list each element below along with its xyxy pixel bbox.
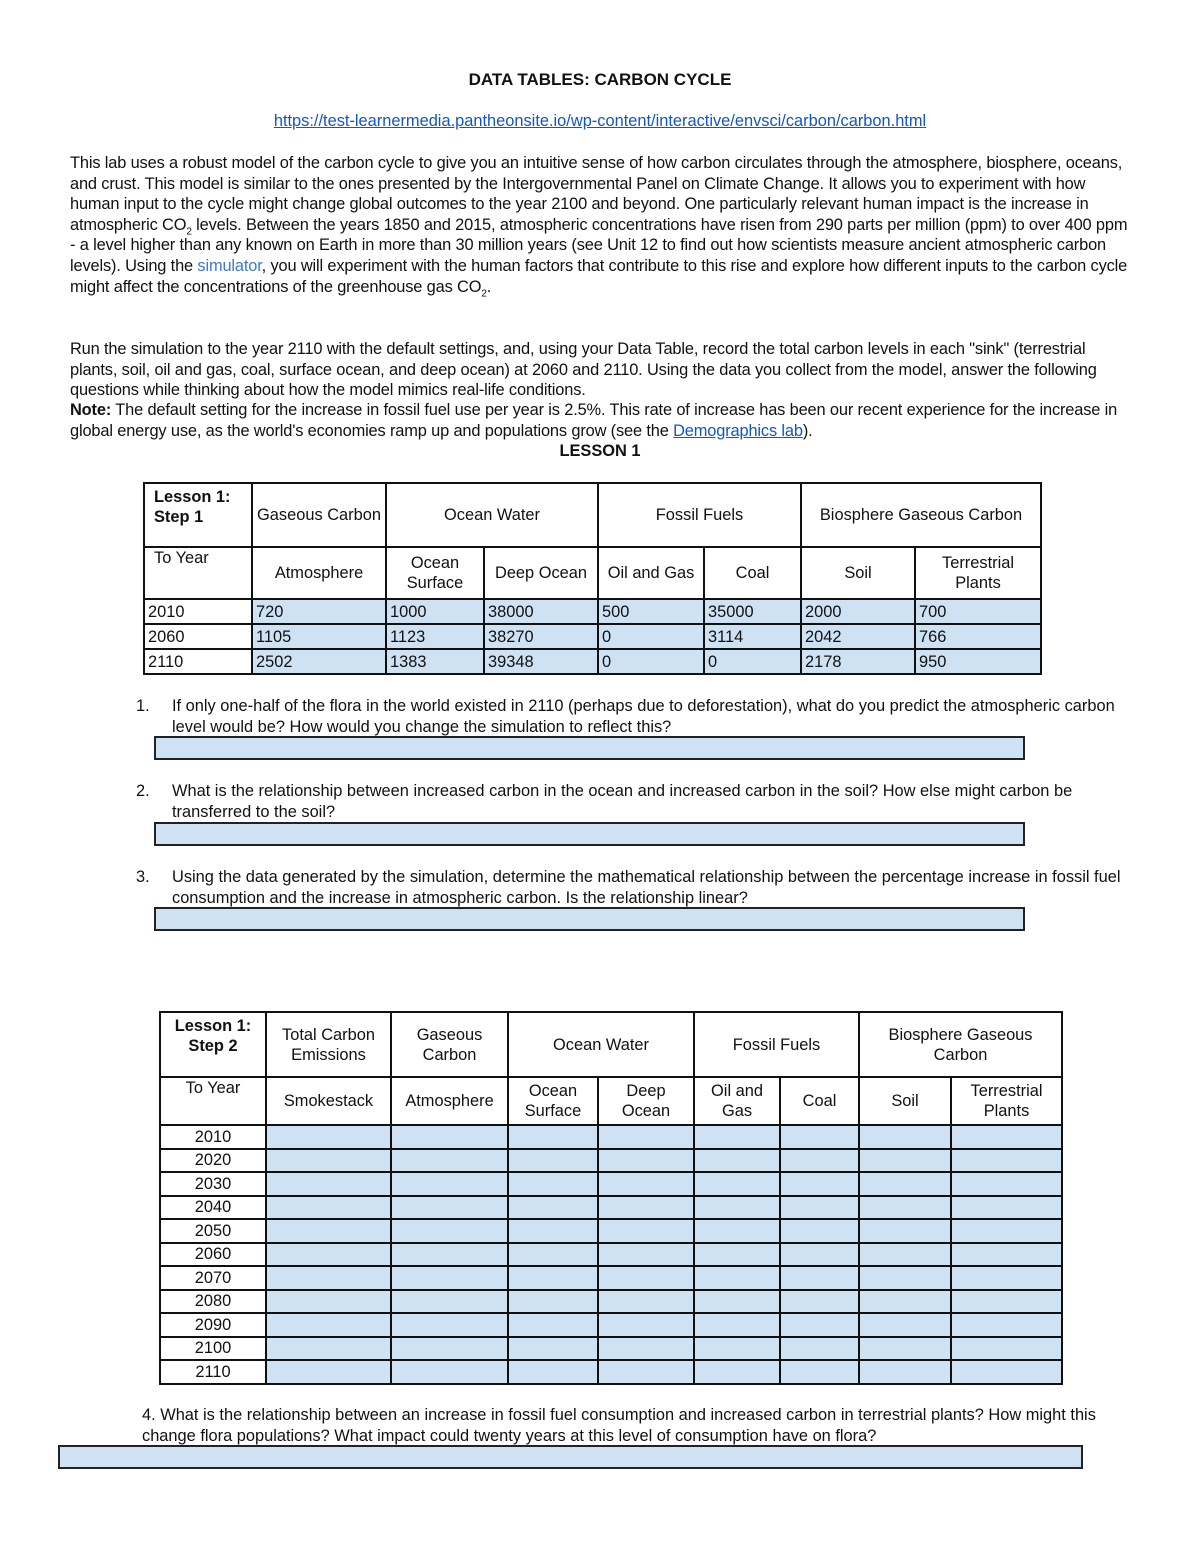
input-cell[interactable]: [859, 1172, 951, 1196]
input-cell[interactable]: [694, 1337, 780, 1361]
input-cell[interactable]: [391, 1337, 508, 1361]
subscript: 2: [481, 287, 487, 299]
input-cell[interactable]: [266, 1125, 391, 1149]
question-2-answer-field[interactable]: [154, 822, 1025, 846]
group-header: Total Carbon Emissions: [266, 1012, 391, 1077]
input-cell[interactable]: [951, 1243, 1062, 1267]
data-cell[interactable]: 2178: [801, 649, 915, 674]
input-cell[interactable]: [598, 1290, 694, 1314]
input-cell[interactable]: [951, 1313, 1062, 1337]
table-row: [160, 1196, 1062, 1220]
input-cell[interactable]: [266, 1313, 391, 1337]
input-cell[interactable]: [598, 1172, 694, 1196]
table-row: [160, 1313, 1062, 1337]
data-cell[interactable]: 2042: [801, 624, 915, 649]
table-row: [144, 649, 1041, 674]
input-cell[interactable]: [951, 1337, 1062, 1361]
step1-data-table: [143, 482, 1042, 675]
input-cell[interactable]: [508, 1313, 598, 1337]
group-header: Gaseous Carbon: [252, 483, 386, 547]
input-cell[interactable]: [951, 1196, 1062, 1220]
input-cell[interactable]: [598, 1313, 694, 1337]
input-cell[interactable]: [391, 1172, 508, 1196]
input-cell[interactable]: [694, 1125, 780, 1149]
input-cell[interactable]: [780, 1172, 859, 1196]
column-header: Coal: [704, 547, 801, 599]
input-cell[interactable]: [598, 1243, 694, 1267]
year-cell: 2110: [144, 649, 252, 674]
input-cell[interactable]: [780, 1290, 859, 1314]
table-row: [160, 1290, 1062, 1314]
input-cell[interactable]: [266, 1337, 391, 1361]
step2-data-table: [159, 1011, 1063, 1385]
data-cell[interactable]: 0: [704, 649, 801, 674]
input-cell[interactable]: [780, 1243, 859, 1267]
data-cell[interactable]: 0: [598, 624, 704, 649]
question-4-text: 4. What is the relationship between an increase in fossil fuel consumption and increased carbon in terrestrial plants? How might this change flora populations? What impact could twenty years at this level of consumption have on flora?: [142, 1406, 1096, 1445]
input-cell[interactable]: [266, 1243, 391, 1267]
note-text: ).: [802, 421, 813, 440]
column-header: Terrestrial Plants: [951, 1077, 1062, 1125]
data-cell[interactable]: 1105: [252, 624, 386, 649]
input-cell[interactable]: [951, 1266, 1062, 1290]
group-header: Fossil Fuels: [598, 483, 801, 547]
input-cell[interactable]: [951, 1219, 1062, 1243]
input-cell[interactable]: [598, 1125, 694, 1149]
year-cell: 2060: [144, 624, 252, 649]
year-cell: 2020: [160, 1149, 266, 1173]
data-cell[interactable]: 1123: [386, 624, 484, 649]
input-cell[interactable]: [391, 1149, 508, 1173]
year-cell: 2070: [160, 1266, 266, 1290]
input-cell[interactable]: [598, 1196, 694, 1220]
data-cell[interactable]: 950: [915, 649, 1041, 674]
question-1-answer-field[interactable]: [154, 736, 1025, 760]
year-cell: 2040: [160, 1196, 266, 1220]
input-cell[interactable]: [859, 1149, 951, 1173]
data-cell[interactable]: 0: [598, 649, 704, 674]
table-corner-label: Lesson 1: Step 1: [144, 483, 252, 547]
input-cell[interactable]: [598, 1360, 694, 1384]
year-cell: 2010: [160, 1125, 266, 1149]
input-cell[interactable]: [266, 1219, 391, 1243]
column-header: Ocean Surface: [386, 547, 484, 599]
group-header: Ocean Water: [508, 1012, 694, 1077]
input-cell[interactable]: [951, 1125, 1062, 1149]
input-cell[interactable]: [859, 1196, 951, 1220]
input-cell[interactable]: [859, 1360, 951, 1384]
year-cell: 2060: [160, 1243, 266, 1267]
input-cell[interactable]: [508, 1243, 598, 1267]
year-label: To Year: [144, 547, 252, 599]
data-cell[interactable]: 3114: [704, 624, 801, 649]
column-header: Soil: [801, 547, 915, 599]
year-cell: 2080: [160, 1290, 266, 1314]
data-cell[interactable]: 1000: [386, 599, 484, 624]
year-cell: 2110: [160, 1360, 266, 1384]
input-cell[interactable]: [859, 1313, 951, 1337]
input-cell[interactable]: [859, 1125, 951, 1149]
input-cell[interactable]: [266, 1196, 391, 1220]
input-cell[interactable]: [780, 1196, 859, 1220]
input-cell[interactable]: [508, 1125, 598, 1149]
input-cell[interactable]: [391, 1196, 508, 1220]
input-cell[interactable]: [694, 1313, 780, 1337]
table-row: [160, 1360, 1062, 1384]
note-text: The default setting for the increase in fossil fuel use per year is 2.5%. This rate of increase has been our recent experience for the increase in global energy use, as the world's economies ramp up and populations grow (see the: [70, 401, 1118, 440]
group-header: Biosphere Gaseous Carbon: [859, 1012, 1062, 1077]
group-header: Ocean Water: [386, 483, 598, 547]
data-cell[interactable]: 2502: [252, 649, 386, 674]
input-cell[interactable]: [694, 1172, 780, 1196]
column-header: Coal: [780, 1077, 859, 1125]
input-cell[interactable]: [859, 1219, 951, 1243]
data-cell[interactable]: 2000: [801, 599, 915, 624]
column-header: Deep Ocean: [484, 547, 598, 599]
year-cell: 2030: [160, 1172, 266, 1196]
data-cell[interactable]: 700: [915, 599, 1041, 624]
input-cell[interactable]: [694, 1219, 780, 1243]
table-row: [144, 599, 1041, 624]
table-row: [144, 624, 1041, 649]
input-cell[interactable]: [391, 1313, 508, 1337]
instructions-paragraph: Run the simulation to the year 2110 with the default settings, and, using your Data Table, record the total carbon levels in each "sink" (terrestrial plants, soil, oil and gas, coal, surface ocean, and deep ocean) at 2060 and 2110. Using the data you collect from the model, answer the following questions while thinking about how the model mimics real-life conditions.: [70, 340, 1097, 400]
input-cell[interactable]: [598, 1337, 694, 1361]
column-header: Oil and Gas: [598, 547, 704, 599]
demographics-lab-link[interactable]: Demographics lab: [673, 421, 803, 440]
input-cell[interactable]: [598, 1219, 694, 1243]
column-header: Atmosphere: [252, 547, 386, 599]
group-header: Gaseous Carbon: [391, 1012, 508, 1077]
input-cell[interactable]: [780, 1219, 859, 1243]
input-cell[interactable]: [266, 1290, 391, 1314]
question-4-answer-field[interactable]: [58, 1445, 1083, 1469]
simulator-link[interactable]: simulator: [197, 256, 262, 275]
data-cell[interactable]: 38000: [484, 599, 598, 624]
data-cell[interactable]: 1383: [386, 649, 484, 674]
input-cell[interactable]: [951, 1149, 1062, 1173]
year-cell: 2050: [160, 1219, 266, 1243]
question-number: 3.: [136, 868, 150, 886]
table-row: [160, 1172, 1062, 1196]
intro-text: This lab uses a robust model of the carbon cycle to give you an intuitive sense of how carbon circulates through the atmosphere, biosphere, oceans, and crust. This model is similar to the ones presented by the Intergovernmental Panel on Climate Change. It allows you to experiment with how human input to the cycle might change global outcomes to the year 2100 and beyond. One particularly relevant human impact is the increase in atmospheric CO: [70, 154, 1123, 234]
column-header: Terrestrial Plants: [915, 547, 1041, 599]
note-paragraph: [70, 400, 1132, 441]
input-cell[interactable]: [951, 1360, 1062, 1384]
input-cell[interactable]: [694, 1196, 780, 1220]
input-cell[interactable]: [780, 1337, 859, 1361]
table-row: [160, 1219, 1062, 1243]
input-cell[interactable]: [951, 1290, 1062, 1314]
data-cell[interactable]: 35000: [704, 599, 801, 624]
question-number: 2.: [136, 782, 150, 800]
note-label: Note:: [70, 401, 112, 419]
intro-paragraph: [70, 153, 1132, 297]
input-cell[interactable]: [694, 1266, 780, 1290]
input-cell[interactable]: [508, 1219, 598, 1243]
input-cell[interactable]: [780, 1266, 859, 1290]
column-header: Deep Ocean: [598, 1077, 694, 1125]
input-cell[interactable]: [951, 1172, 1062, 1196]
input-cell[interactable]: [508, 1172, 598, 1196]
group-header: Biosphere Gaseous Carbon: [801, 483, 1041, 547]
input-cell[interactable]: [391, 1290, 508, 1314]
intro-text: levels. Between the years 1850 and 2015, atmospheric concentrations have risen from 290 parts per million (ppm) to over 400 ppm - a level higher than any known on Earth in more than 30 million years (see Unit 12 to find out how scientists measure ancient atmospheric carbon levels). Using the: [70, 215, 1128, 275]
question-3-answer-field[interactable]: [154, 907, 1025, 931]
input-cell[interactable]: [859, 1243, 951, 1267]
input-cell[interactable]: [508, 1290, 598, 1314]
input-cell[interactable]: [694, 1290, 780, 1314]
simulator-url-link[interactable]: https://test-learnermedia.pantheonsite.io/wp-content/interactive/envsci/carbon/carbon.html: [273, 112, 927, 130]
column-header: Oil and Gas: [694, 1077, 780, 1125]
table-row: [160, 1125, 1062, 1149]
input-cell[interactable]: [266, 1360, 391, 1384]
question-text: Using the data generated by the simulation, determine the mathematical relationship between the percentage increase in fossil fuel consumption and the increase in atmospheric carbon. Is the relationship linear?: [172, 868, 1121, 907]
input-cell[interactable]: [598, 1149, 694, 1173]
table-corner-label: Lesson 1: Step 2: [160, 1012, 266, 1077]
input-cell[interactable]: [859, 1290, 951, 1314]
year-cell: 2090: [160, 1313, 266, 1337]
input-cell[interactable]: [508, 1360, 598, 1384]
group-header: Fossil Fuels: [694, 1012, 859, 1077]
input-cell[interactable]: [780, 1360, 859, 1384]
input-cell[interactable]: [859, 1337, 951, 1361]
input-cell[interactable]: [780, 1125, 859, 1149]
input-cell[interactable]: [266, 1172, 391, 1196]
column-header: Soil: [859, 1077, 951, 1125]
document-title: DATA TABLES: CARBON CYCLE: [468, 70, 732, 89]
input-cell[interactable]: [780, 1313, 859, 1337]
data-cell[interactable]: 38270: [484, 624, 598, 649]
input-cell[interactable]: [391, 1219, 508, 1243]
input-cell[interactable]: [391, 1360, 508, 1384]
input-cell[interactable]: [391, 1243, 508, 1267]
input-cell[interactable]: [598, 1266, 694, 1290]
column-header: Atmosphere: [391, 1077, 508, 1125]
subscript: 2: [186, 226, 192, 238]
table-row: [160, 1266, 1062, 1290]
table-row: [160, 1149, 1062, 1173]
input-cell[interactable]: [508, 1266, 598, 1290]
intro-text: , you will experiment with the human factors that contribute to this rise and explore how different inputs to the carbon cycle might affect the concentrations of the greenhouse gas CO: [70, 256, 1128, 296]
input-cell[interactable]: [780, 1149, 859, 1173]
input-cell[interactable]: [859, 1266, 951, 1290]
question-text: What is the relationship between increased carbon in the ocean and increased carbon in the soil? How else might carbon be transferred to the soil?: [172, 782, 1073, 821]
question-text: If only one-half of the flora in the world existed in 2110 (perhaps due to deforestation), what do you predict the atmospheric carbon level would be? How would you change the simulation to reflect this?: [172, 697, 1115, 736]
table-row: [160, 1243, 1062, 1267]
input-cell[interactable]: [694, 1360, 780, 1384]
input-cell[interactable]: [694, 1149, 780, 1173]
input-cell[interactable]: [508, 1337, 598, 1361]
input-cell[interactable]: [508, 1196, 598, 1220]
question-number: 1.: [136, 697, 150, 715]
data-cell[interactable]: 500: [598, 599, 704, 624]
year-cell: 2100: [160, 1337, 266, 1361]
lesson-heading: LESSON 1: [559, 442, 641, 460]
input-cell[interactable]: [391, 1125, 508, 1149]
data-cell[interactable]: 39348: [484, 649, 598, 674]
input-cell[interactable]: [694, 1243, 780, 1267]
input-cell[interactable]: [266, 1266, 391, 1290]
column-header: Ocean Surface: [508, 1077, 598, 1125]
table-row: [160, 1337, 1062, 1361]
intro-text: .: [486, 277, 492, 296]
year-label: To Year: [160, 1077, 266, 1125]
input-cell[interactable]: [508, 1149, 598, 1173]
year-cell: 2010: [144, 599, 252, 624]
input-cell[interactable]: [391, 1266, 508, 1290]
data-cell[interactable]: 766: [915, 624, 1041, 649]
input-cell[interactable]: [266, 1149, 391, 1173]
column-header: Smokestack: [266, 1077, 391, 1125]
data-cell[interactable]: 720: [252, 599, 386, 624]
